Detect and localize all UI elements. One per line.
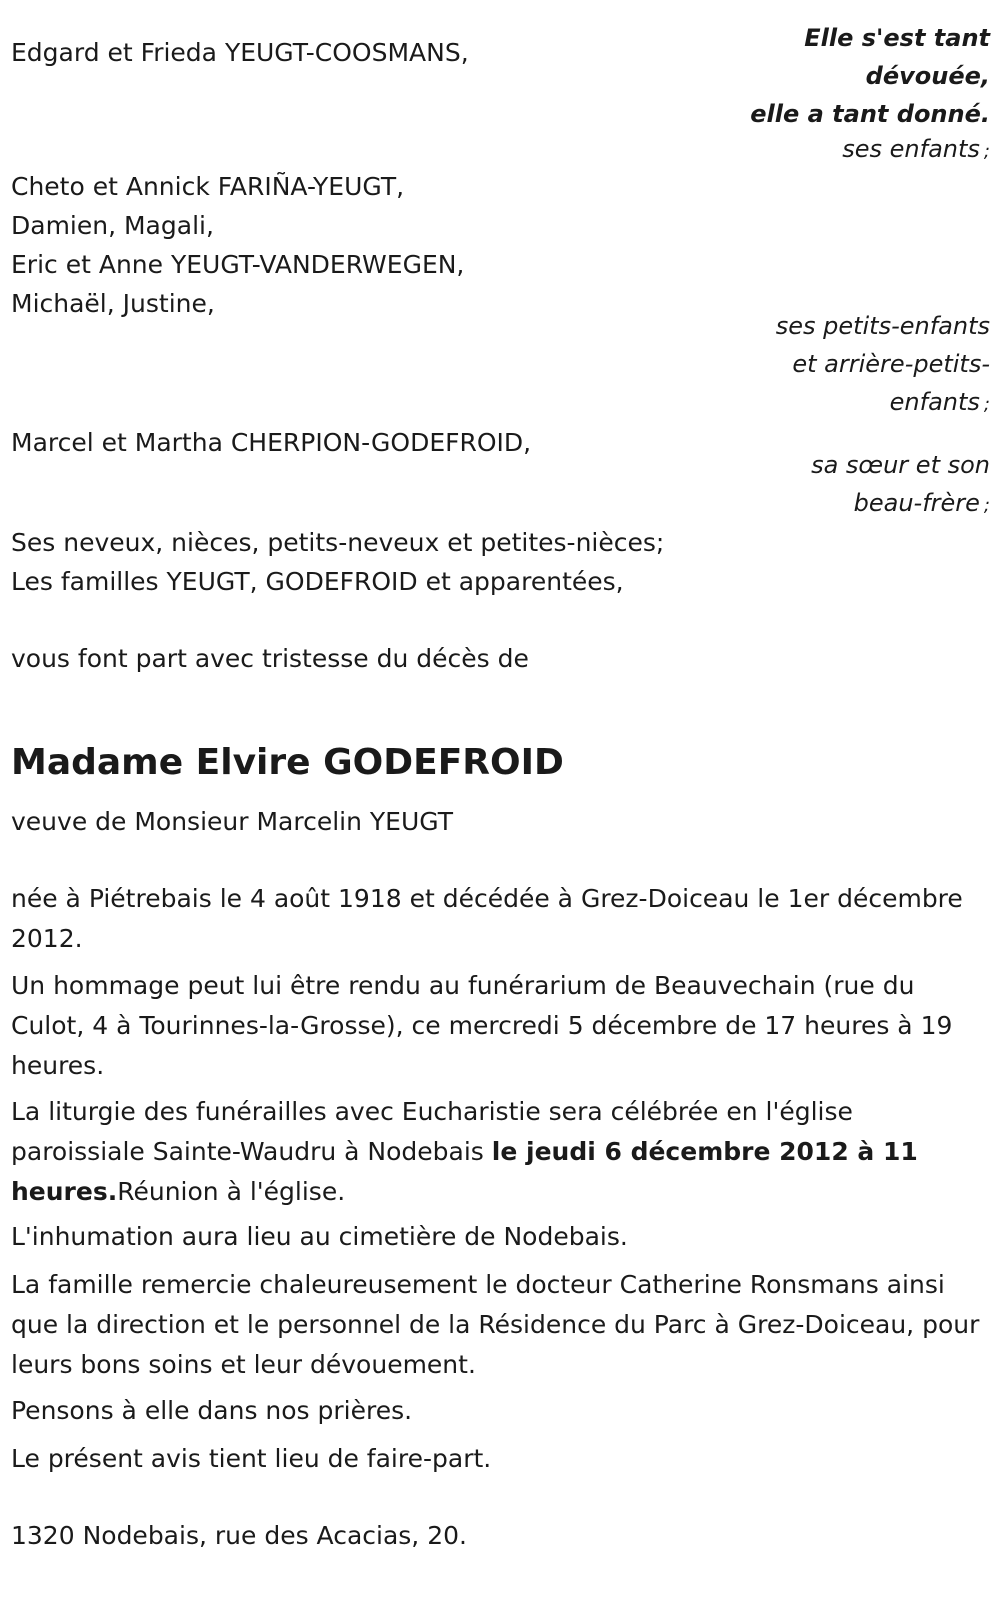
relation-text: ses petits-enfants (775, 312, 990, 340)
liturgy-paragraph (11, 1092, 986, 1212)
relation-label (670, 446, 990, 525)
relation-semicolon: ; (983, 495, 990, 516)
family-name-line: Eric et Anne YEUGT-VANDERWEGEN, (11, 250, 465, 279)
epigraph (670, 19, 990, 133)
address-text: 1320 Nodebais, rue des Acacias, 20. (11, 1521, 467, 1550)
liturgy-reunion: Réunion à l'église. (117, 1177, 346, 1206)
relatives-line: Ses neveux, nièces, petits-neveux et petites-nièces; (11, 528, 665, 557)
widow-of-text: veuve de Monsieur Marcelin YEUGT (11, 807, 454, 836)
relation-label (670, 130, 990, 171)
family-name-line: Michaël, Justine, (11, 289, 215, 318)
relation-text: enfants (889, 388, 980, 416)
notice-paragraph: Le présent avis tient lieu de faire-part. (11, 1444, 492, 1473)
liturgy-date: le jeudi 6 décembre 2012 à 11 heures. (11, 1137, 918, 1206)
relation-text: ses enfants (842, 135, 980, 163)
epigraph-line: Elle s'est tant (804, 24, 990, 52)
epigraph-line: dévouée, (865, 62, 990, 90)
relation-semicolon: ; (983, 394, 990, 415)
relation-text: beau-frère (853, 489, 980, 517)
relation-text: sa sœur et son (811, 451, 990, 479)
burial-paragraph: L'inhumation aura lieu au cimetière de Nodebais. (11, 1222, 628, 1251)
relation-semicolon: ; (983, 141, 990, 162)
tribute-paragraph: Un hommage peut lui être rendu au funérarium de Beauvechain (rue du Culot, 4 à Tourinnes-la-Grosse), ce mercredi 5 décembre de 17 heures à 19 heures. (11, 971, 953, 1080)
relation-text: et arrière-petits- (792, 350, 990, 378)
liturgy-text: La liturgie des funérailles avec Eucharistie sera célébrée en l'église paroissiale Sainte-Waudru à Nodebais (11, 1097, 853, 1166)
relation-label (670, 307, 990, 424)
family-name-line: Marcel et Martha CHERPION-GODEFROID, (11, 428, 532, 457)
epigraph-line: elle a tant donné. (750, 100, 990, 128)
thanks-paragraph: La famille remercie chaleureusement le docteur Catherine Ronsmans ainsi que la direction et le personnel de la Résidence du Parc à Grez-Doiceau, pour leurs bons soins et leur dévouement. (11, 1270, 980, 1379)
relatives-line: Les familles YEUGT, GODEFROID et apparentées, (11, 567, 624, 596)
deceased-name: Madame Elvire GODEFROID (11, 742, 564, 783)
family-name-line: Damien, Magali, (11, 211, 214, 240)
prayer-paragraph: Pensons à elle dans nos prières. (11, 1396, 413, 1425)
announcement-text: vous font part avec tristesse du décès de (11, 644, 529, 673)
birth-death-paragraph: née à Piétrebais le 4 août 1918 et décédée à Grez-Doiceau le 1er décembre 2012. (11, 884, 963, 953)
family-name-line: Cheto et Annick FARIÑA-YEUGT, (11, 172, 405, 201)
family-name-line: Edgard et Frieda YEUGT-COOSMANS, (11, 38, 469, 67)
